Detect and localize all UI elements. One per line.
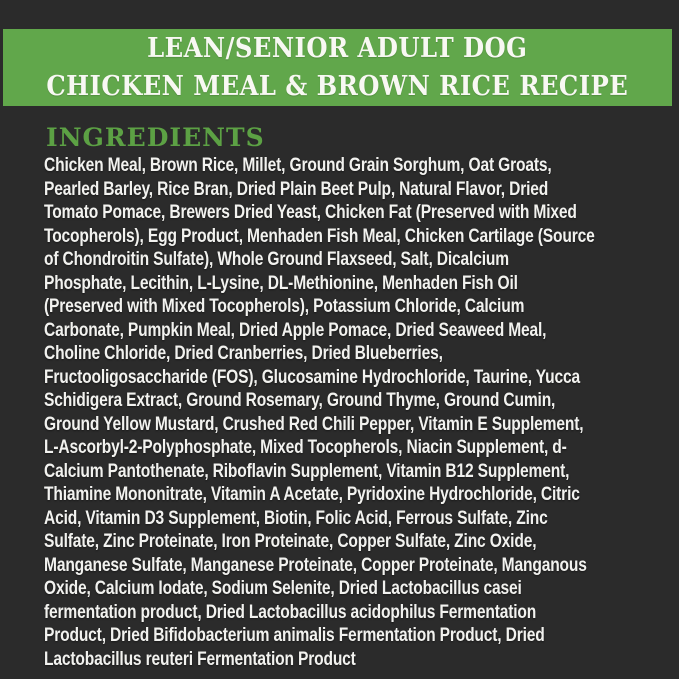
ingredients-line: Oxide, Calcium Iodate, Sodium Selenite, Dried Lactobacillus casei <box>44 578 522 599</box>
ingredients-line: Thiamine Mononitrate, Vitamin A Acetate, Pyridoxine Hydrochloride, Citric <box>44 484 580 505</box>
ingredients-line: Sulfate, Zinc Proteinate, Iron Proteinate, Copper Sulfate, Zinc Oxide, <box>44 531 537 552</box>
header-title-line1: LEAN/SENIOR ADULT DOG <box>147 32 528 64</box>
ingredients-line: Schidigera Extract, Ground Rosemary, Ground Thyme, Ground Cumin, <box>44 390 556 411</box>
ingredients-line: Pearled Barley, Rice Bran, Dried Plain Beet Pulp, Natural Flavor, Dried <box>44 178 549 200</box>
ingredients-line: Product, Dried Bifidobacterium animalis Fermentation Product, Dried <box>44 625 545 646</box>
ingredients-line: Calcium Pantothenate, Riboflavin Supplement, Vitamin B12 Supplement, <box>44 460 570 482</box>
ingredients-line: Acid, Vitamin D3 Supplement, Biotin, Folic Acid, Ferrous Sulfate, Zinc <box>44 507 548 529</box>
ingredients-line: Manganese Sulfate, Manganese Proteinate, Copper Proteinate, Manganous <box>44 554 587 576</box>
ingredients-line: Lactobacillus reuteri Fermentation Product <box>44 648 356 670</box>
ingredients-line: Tocopherols), Egg Product, Menhaden Fish Meal, Chicken Cartilage (Source <box>44 225 595 247</box>
ingredients-list <box>44 154 679 671</box>
header-band <box>3 29 672 106</box>
ingredients-line: Fructooligosaccharide (FOS), Glucosamine Hydrochloride, Taurine, Yucca <box>44 366 580 388</box>
ingredients-line: Tomato Pomace, Brewers Dried Yeast, Chicken Fat (Preserved with Mixed <box>44 202 577 223</box>
ingredients-line: Ground Yellow Mustard, Crushed Red Chili Pepper, Vitamin E Supplement, <box>44 413 584 435</box>
ingredients-line: Chicken Meal, Brown Rice, Millet, Ground Grain Sorghum, Oat Groats, <box>44 155 552 176</box>
ingredients-line: Carbonate, Pumpkin Meal, Dried Apple Pomace, Dried Seaweed Meal, <box>44 319 547 341</box>
header-title-line2: CHICKEN MEAL & BROWN RICE RECIPE <box>46 70 629 102</box>
ingredients-line: Phosphate, Lecithin, L-Lysine, DL-Methionine, Menhaden Fish Oil <box>44 272 518 294</box>
ingredients-heading: INGREDIENTS <box>46 123 265 152</box>
ingredients-line: Choline Chloride, Dried Cranberries, Dried Blueberries, <box>44 343 443 364</box>
ingredients-line: fermentation product, Dried Lactobacillus acidophilus Fermentation <box>44 601 537 623</box>
ingredients-line: L-Ascorbyl-2-Polyphosphate, Mixed Tocopherols, Niacin Supplement, d- <box>44 437 567 458</box>
ingredients-line: of Chondroitin Sulfate), Whole Ground Flaxseed, Salt, Dicalcium <box>44 249 509 270</box>
ingredients-line: (Preserved with Mixed Tocopherols), Potassium Chloride, Calcium <box>44 296 525 317</box>
